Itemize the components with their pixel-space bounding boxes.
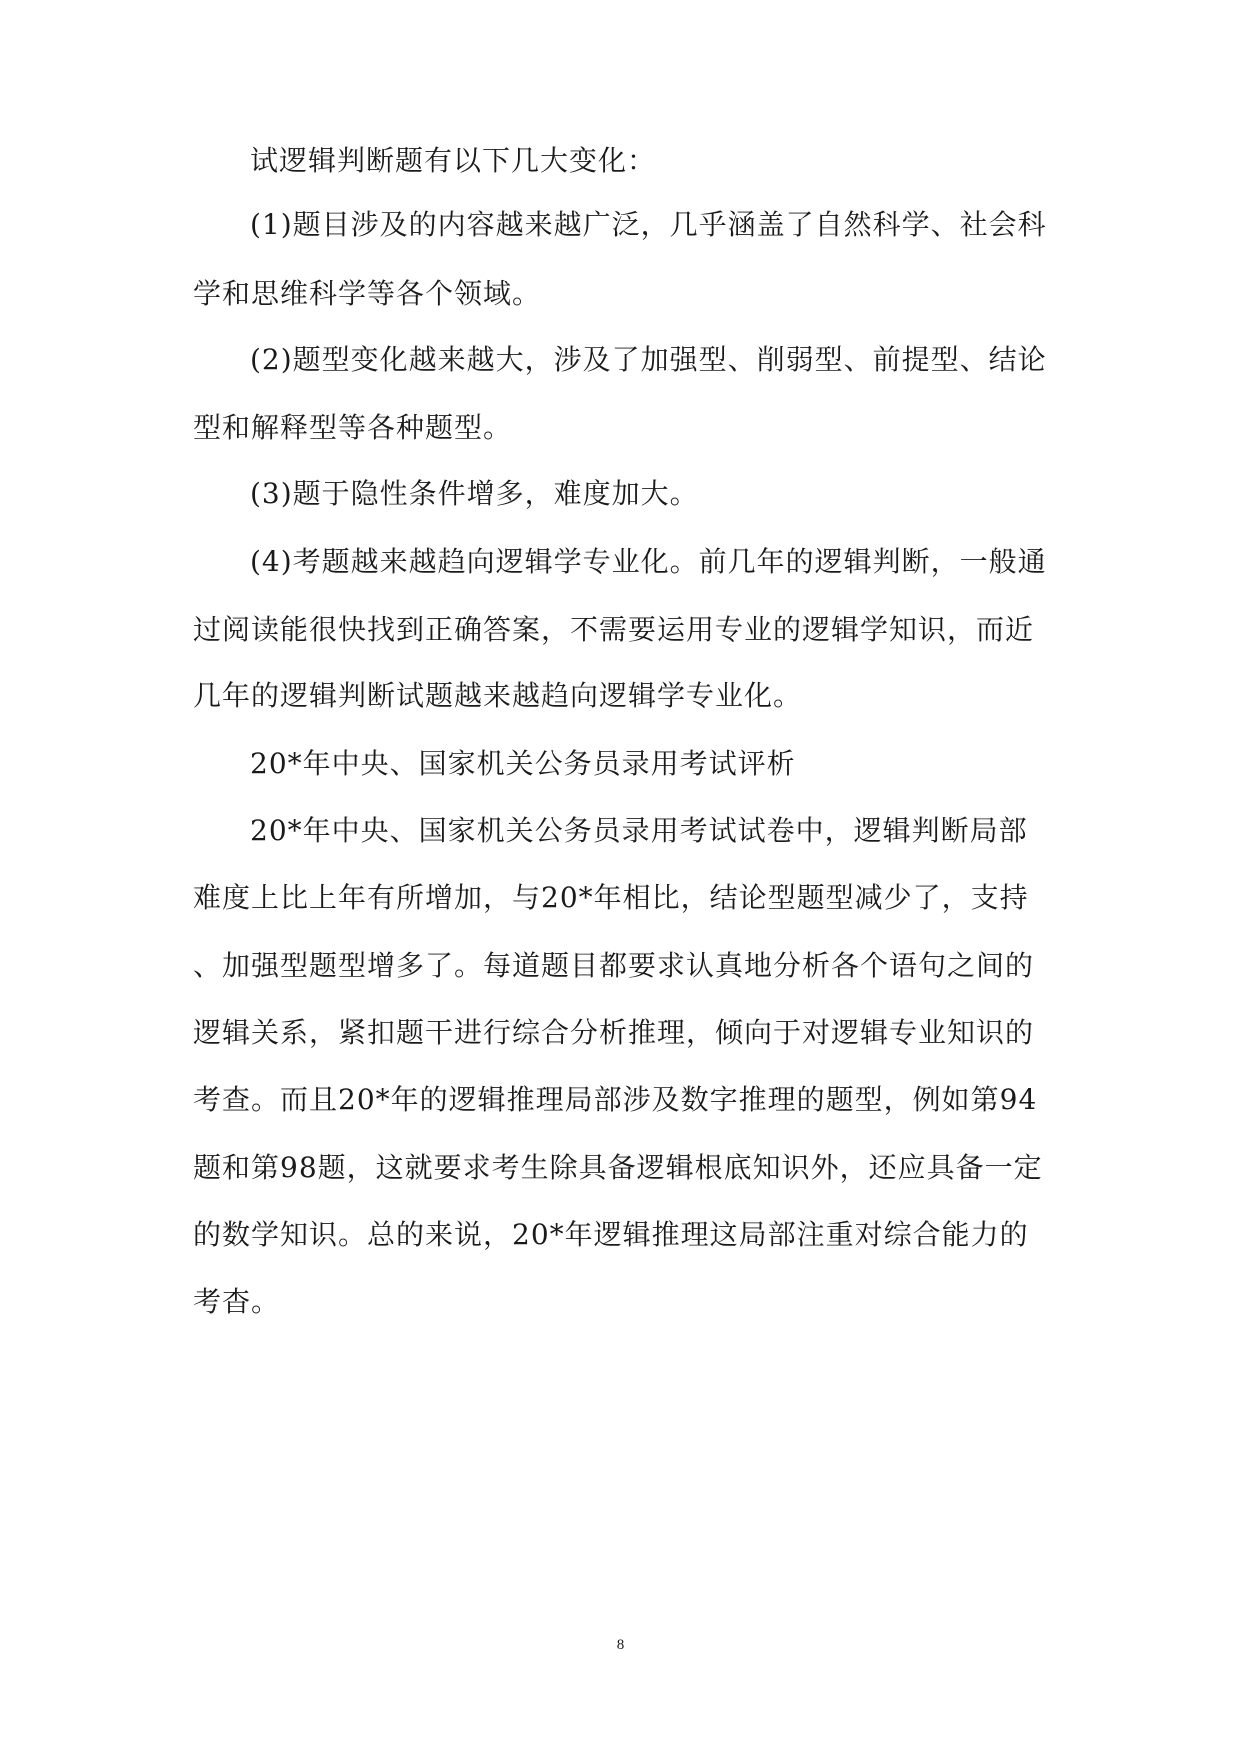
text-line: 、加强型题型增多了。每道题目都要求认真地分析各个语句之间的 [193,949,1035,982]
text-line: 难度上比上年有所增加，与20*年相比，结论型题型减少了，支持 [193,881,1029,914]
text-line: 试逻辑判断题有以下几大变化： [250,144,657,177]
text-line: 考查。而且20*年的逻辑推理局部涉及数字推理的题型，例如第94 [193,1083,1038,1116]
text-line: 过阅读能很快找到正确答案，不需要运用专业的逻辑学知识，而近 [193,613,1035,646]
text-line: (2)题型变化越来越大，涉及了加强型、削弱型、前提型、结论 [250,343,1047,376]
text-line: 几年的逻辑判断试题越来越趋向逻辑学专业化。 [193,679,803,712]
text-line: 型和解释型等各种题型。 [193,411,513,444]
text-line: 学和思维科学等各个领域。 [193,277,542,310]
text-line: (4)考题越来越趋向逻辑学专业化。前几年的逻辑判断，一般通 [250,545,1047,578]
text-line: 考杳。 [193,1285,281,1318]
text-line: 的数学知识。总的来说，20*年逻辑推理这局部注重对综合能力的 [193,1218,1029,1251]
text-line: 题和第98题，这就要求考生除具备逻辑根底知识外，还应具备一定 [193,1151,1043,1184]
text-line: (3)题于隐性条件增多，难度加大。 [250,477,699,510]
page-number: 8 [616,1637,625,1653]
text-line: (1)题目涉及的内容越来越广泛，几乎涵盖了自然科学、社会科 [250,208,1047,241]
text-line: 逻辑关系，紧扣题干进行综合分析推理，倾向于对逻辑专业知识的 [193,1016,1035,1049]
text-line: 20*年中央、国家机关公务员录用考试试卷中，逻辑判断局部 [250,814,1028,847]
section-heading: 20*年中央、国家机关公务员录用考试评析 [250,747,796,780]
